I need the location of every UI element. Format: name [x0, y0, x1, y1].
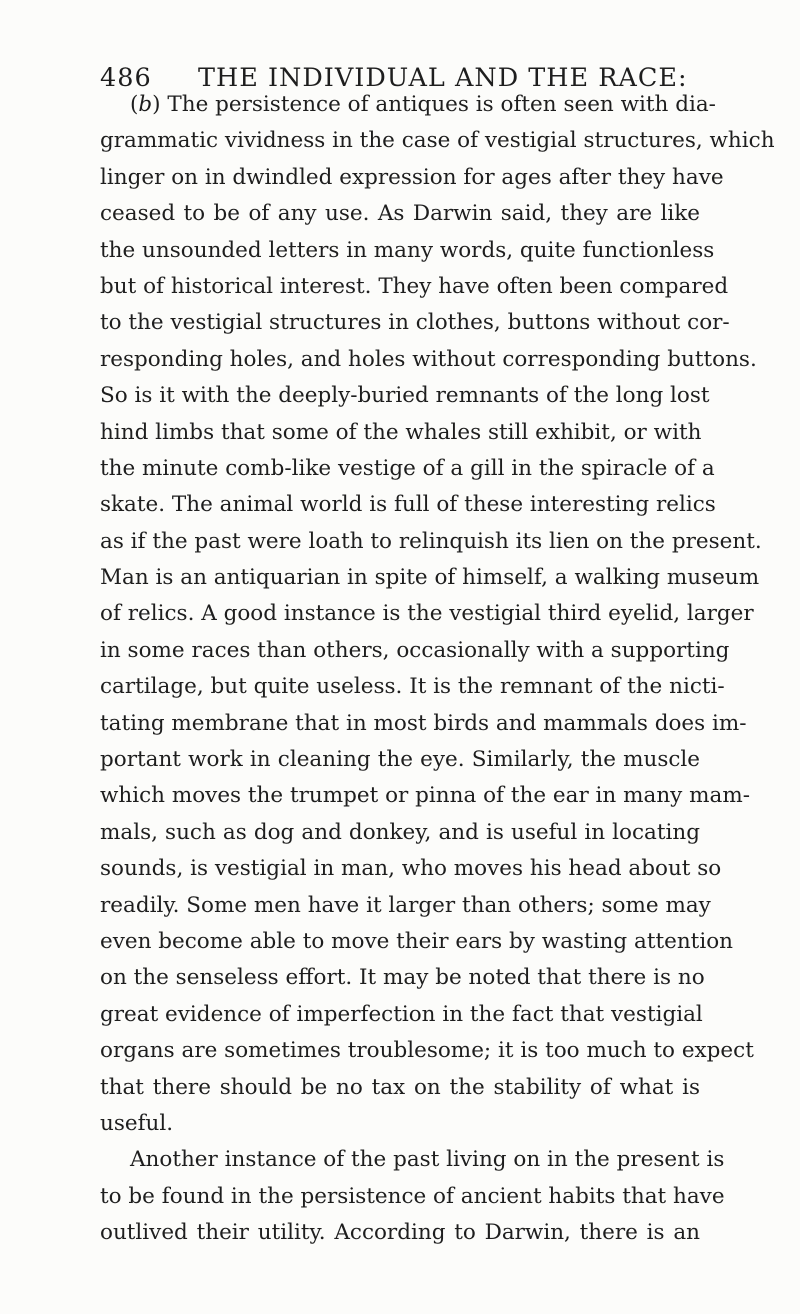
text-line: on the senseless effort. It may be noted that there is no	[100, 965, 705, 991]
text-line: even become able to move their ears by wasting attention	[100, 928, 733, 954]
text-line: which moves the trumpet or pinna of the ear in many mam-	[100, 783, 750, 809]
text-line: cartilage, but quite useless. It is the remnant of the nicti-	[100, 674, 725, 700]
text-line: of relics. A good instance is the vestigial third eyelid, larger	[100, 601, 754, 627]
text-line: as if the past were loath to relinquish its lien on the present.	[100, 528, 762, 554]
text-line: the minute comb-like vestige of a gill in the spiracle of a	[100, 455, 715, 481]
text-line: organs are sometimes troublesome; it is too much to expect	[100, 1038, 754, 1064]
text-line: ceased to be of any use. As Darwin said, they are like	[100, 201, 700, 227]
text-line: sounds, is vestigial in man, who moves his head about so	[100, 856, 722, 882]
text-line: to be found in the persistence of ancient habits that have	[100, 1183, 725, 1209]
text-line: linger on in dwindled expression for ages after they have	[100, 164, 724, 190]
text-line: hind limbs that some of the whales still exhibit, or with	[100, 419, 702, 445]
body-text	[100, 87, 775, 1252]
text-line: to the vestigial structures in clothes, buttons without cor-	[100, 310, 730, 336]
page-number: 486	[100, 63, 152, 93]
text-line: (b) The persistence of antiques is often seen with dia-	[130, 92, 716, 117]
text-line: great evidence of imperfection in the fact that vestigial	[100, 1001, 703, 1027]
text-line: skate. The animal world is full of these interesting relics	[100, 492, 716, 518]
text-line: tating membrane that in most birds and mammals does im-	[100, 710, 747, 736]
text-line: the unsounded letters in many words, quite functionless	[100, 237, 715, 263]
text-line: useful.	[100, 1110, 174, 1136]
text-line: Another instance of the past living on in the present is	[130, 1147, 725, 1173]
text-line: grammatic vividness in the case of vestigial structures, which	[100, 128, 775, 154]
text-line: outlived their utility. According to Darwin, there is an	[100, 1220, 700, 1246]
section-letter: b	[138, 92, 153, 117]
text-line: portant work in cleaning the eye. Similarly, the muscle	[100, 747, 700, 773]
text-line: Man is an antiquarian in spite of himself, a walking museum	[100, 565, 760, 591]
text-line: responding holes, and holes without corresponding buttons.	[100, 346, 757, 372]
running-head: THE INDIVIDUAL AND THE RACE:	[198, 63, 688, 93]
text-line: in some races than others, occasionally with a supporting	[100, 637, 730, 663]
text-line: readily. Some men have it larger than others; some may	[100, 892, 711, 918]
text-line: that there should be no tax on the stability of what is	[100, 1074, 700, 1100]
text-line: mals, such as dog and donkey, and is useful in locating	[100, 819, 700, 845]
text-line: but of historical interest. They have often been compared	[100, 273, 729, 299]
text-line: So is it with the deeply-buried remnants of the long lost	[100, 383, 710, 409]
